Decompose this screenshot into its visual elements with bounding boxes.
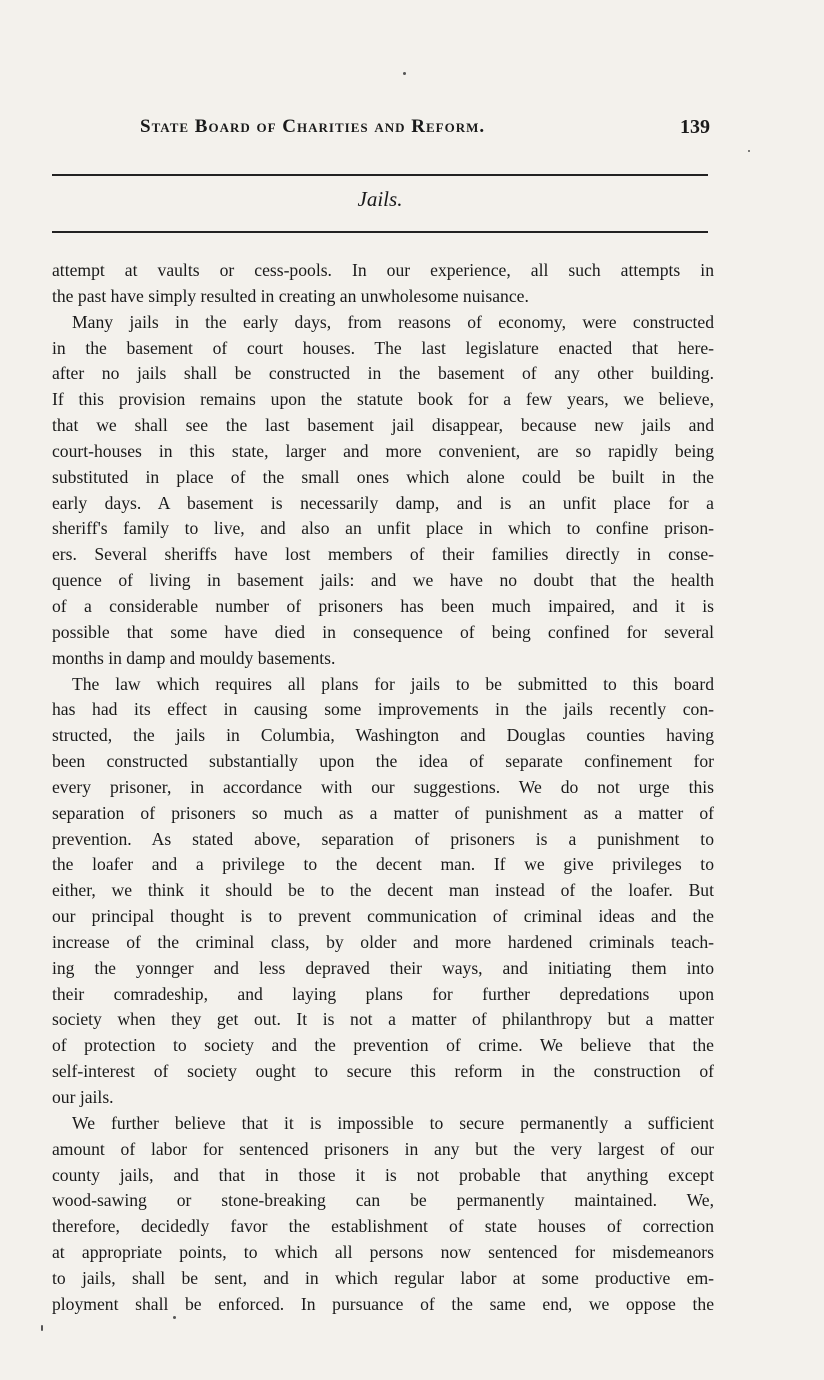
text-line: every prisoner, in accordance with our suggestions. We do not urge this xyxy=(52,776,714,797)
text-line: ployment shall be enforced. In pursuance of the same end, we oppose the xyxy=(52,1293,714,1314)
text-line: substituted in place of the small ones which alone could be built in the xyxy=(52,466,714,487)
text-line: after no jails shall be constructed in the basement of any other building. xyxy=(52,363,714,384)
text-line: court-houses in this state, larger and more convenient, are so rapidly being xyxy=(52,440,714,461)
scan-speck xyxy=(41,1325,43,1331)
body-text xyxy=(52,258,714,1318)
header-rule-top xyxy=(52,174,708,176)
text-line: in the basement of court houses. The last legislature enacted that here- xyxy=(52,337,714,358)
text-line: separation of prisoners so much as a matter of punishment as a matter of xyxy=(52,802,714,823)
scan-speck xyxy=(403,72,406,75)
paragraph xyxy=(52,310,714,672)
text-line: county jails, and that in those it is not probable that anything except xyxy=(52,1164,714,1185)
text-line: quence of living in basement jails: and we have no doubt that the health xyxy=(52,570,714,591)
scan-speck xyxy=(748,150,750,152)
text-line: that we shall see the last basement jail disappear, because new jails and xyxy=(52,415,714,436)
paragraph xyxy=(52,672,714,1111)
text-line: wood-sawing or stone-breaking can be permanently maintained. We, xyxy=(52,1190,714,1211)
text-line: We further believe that it is impossible to secure permanently a sufficient xyxy=(72,1112,714,1133)
header-rule-bottom xyxy=(52,231,708,233)
text-line: either, we think it should be to the decent man instead of the loafer. But xyxy=(52,880,714,901)
text-line: Many jails in the early days, from reasons of economy, were constructed xyxy=(72,311,714,332)
page-number: 139 xyxy=(680,116,710,138)
text-line: ing the yonnger and less depraved their ways, and initiating them into xyxy=(52,957,714,978)
scan-speck xyxy=(173,1316,176,1319)
text-line: ers. Several sheriffs have lost members of their families directly in conse- xyxy=(52,544,714,565)
text-line: sheriff's family to live, and also an unfit place in which to confine prison- xyxy=(52,518,714,539)
text-line: of a considerable number of prisoners has been much impaired, and it is xyxy=(52,595,714,616)
text-line: attempt at vaults or cess-pools. In our experience, all such attempts in xyxy=(52,260,714,280)
text-line: to jails, shall be sent, and in which regular labor at some productive em- xyxy=(52,1267,714,1288)
text-line: increase of the criminal class, by older and more hardened criminals teach- xyxy=(52,931,714,952)
text-line: the loafer and a privilege to the decent man. If we give privileges to xyxy=(52,854,714,875)
text-line: amount of labor for sentenced prisoners in any but the very largest of our xyxy=(52,1138,714,1159)
text-line: been constructed substantially upon the idea of separate confinement for xyxy=(52,751,714,772)
section-title: Jails. xyxy=(357,187,403,211)
text-line: their comradeship, and laying plans for further depredations upon xyxy=(52,983,714,1004)
text-line: of protection to society and the prevention of crime. We believe that the xyxy=(52,1035,714,1056)
text-line: at appropriate points, to which all persons now sentenced for misdemeanors xyxy=(52,1242,714,1263)
text-line: possible that some have died in consequence of being confined for several xyxy=(52,621,714,642)
text-line: prevention. As stated above, separation of prisoners is a punishment to xyxy=(52,828,714,849)
text-line: If this provision remains upon the statute book for a few years, we believe, xyxy=(52,389,714,410)
text-line: self-interest of society ought to secure this reform in the construction of xyxy=(52,1061,714,1082)
text-line: months in damp and mouldy basements. xyxy=(52,647,336,668)
text-line: the past have simply resulted in creating an unwholesome nuisance. xyxy=(52,285,529,306)
text-line: society when they get out. It is not a matter of philanthropy but a matter xyxy=(52,1009,714,1030)
paragraph xyxy=(52,1111,714,1318)
text-line: structed, the jails in Columbia, Washington and Douglas counties having xyxy=(52,725,714,746)
text-line: therefore, decidedly favor the establishment of state houses of correction xyxy=(52,1216,714,1237)
text-line: our jails. xyxy=(52,1087,114,1107)
running-title: State Board of Charities and Reform. xyxy=(140,116,486,137)
text-line: early days. A basement is necessarily damp, and is an unfit place for a xyxy=(52,492,714,513)
paragraph xyxy=(52,258,714,310)
text-line: has had its effect in causing some improvements in the jails recently con- xyxy=(52,699,714,720)
text-line: The law which requires all plans for jails to be submitted to this board xyxy=(72,673,714,694)
running-head xyxy=(52,116,710,142)
text-line: our principal thought is to prevent communication of criminal ideas and the xyxy=(52,906,714,927)
